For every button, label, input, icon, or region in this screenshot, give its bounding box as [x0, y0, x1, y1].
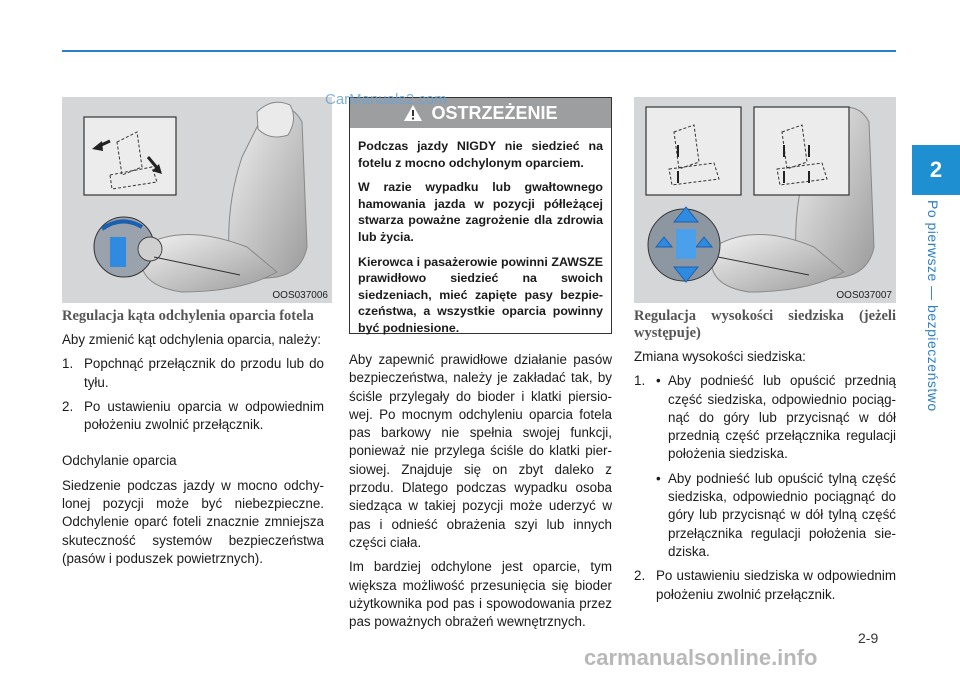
warning-paragraph: W razie wypadku lub gwałtownego hamowania jazda w pozycji półleżącej stwarza poważne zagrożenie dla zdrowia lub życia.	[358, 180, 603, 244]
middle-column	[349, 351, 612, 637]
recline-subheading: Odchylanie oparcia	[62, 453, 177, 469]
warning-title: OSTRZEŻENIE	[431, 102, 558, 123]
recline-paragraph: Siedzenie podczas jazdy w mocno odchylonej pozycji może być niebezpieczne. Odchylenie oparć foteli znacznie zmniejsza skuteczność systemów bezpieczeństwa (pasów i poduszek powietrznych).	[62, 477, 324, 566]
page-number: 2-9	[858, 630, 879, 646]
watermark-bottom: carmanualsonline.info	[584, 645, 818, 670]
warning-body	[350, 128, 611, 337]
height-step-1: 1. • Aby podnieść lub opuścić przednią część siedziska, odpowiednio pociągnąć do góry lub przycisnąć w dół przednią część przełącznika regulacji położenia siedziska. • Aby podnieść lub opuścić tylną część siedziska, odpowiednio pociągnąć do góry lub przycisnąć w dół tylną część przełącznika regulacji położenia siedziska.	[634, 372, 896, 561]
warning-paragraph: Podczas jazdy NIGDY nie siedzieć na fotelu z mocno odchylonym oparciem.	[358, 139, 603, 170]
list-item: 1. Popchnąć przełącznik do przodu lub do tyłu.	[62, 356, 324, 390]
middle-paragraph: Im bardziej odchylone jest oparcie, tym większa możliwość przesunięcia się bioder użytkownika pod pas i spowodowania przez pas poważnych obrażeń wewnętrznych.	[349, 559, 612, 630]
left-column	[62, 308, 324, 574]
recline-intro: Aby zmienić kąt odchylenia oparcia, należy:	[62, 332, 322, 347]
right-column	[634, 308, 896, 610]
recline-heading: Regulacja kąta odchylenia oparcia fotela	[62, 308, 314, 324]
list-item: 2. Po ustawieniu oparcia w odpowiednim położeniu zwolnić przełącznik.	[62, 398, 324, 433]
figure-code: OOS037006	[272, 290, 328, 301]
height-step-2	[634, 567, 896, 604]
figure-code: OOS037007	[836, 290, 892, 301]
height-intro: Zmiana wysokości siedziska:	[634, 349, 806, 364]
list-item: • Aby podnieść lub opuścić tylną część siedziska, odpowiednio pociągnąć do góry lub przycisnąć w dół tylną część przełącznika regulacji położenia siedziska.	[656, 470, 896, 559]
list-item: • Aby podnieść lub opuścić przednią część siedziska, odpowiednio pociągnąć do góry lub przycisnąć w dół przednią część przełącznika regulacji położenia siedziska.	[656, 373, 896, 462]
list-item: 2. Po ustawieniu siedziska w odpowiednim położeniu zwolnić przełącznik.	[634, 568, 896, 602]
chapter-title: Po pierwsze — bezpieczeństwo	[925, 200, 941, 412]
watermark-top: CarManuals2.com	[325, 91, 447, 108]
seat-height-figure	[634, 97, 896, 303]
warning-paragraph: Kierowca i pasażerowie powinni ZAWSZE prawidłowo siedzieć na swoich siedzeniach, mieć zapięte pasy bezpieczeństwa, a wszystkie oparcia powinny być podniesione.	[358, 254, 603, 335]
height-bullets	[634, 372, 896, 561]
warning-box	[349, 97, 612, 334]
seat-recline-illustration	[62, 97, 332, 303]
header-rule	[62, 50, 896, 52]
seat-height-illustration	[634, 97, 896, 303]
recline-steps	[62, 355, 324, 434]
seat-recline-figure	[62, 97, 332, 303]
chapter-number-tab: 2	[912, 145, 960, 195]
height-heading: Regulacja wysokości siedziska (jeżeli występuje)	[634, 308, 896, 341]
middle-paragraph: Aby zapewnić prawidłowe działanie pasów bezpieczeństwa, należy je zakładać tak, by ściśle przylegały do bioder i klatki piersiowej. Po mocnym odchyleniu oparcia fotela pas barkowy nie spełnia swojej funkcji, ponieważ nie przylega ściśle do klatki piersiowej. Znajduje się on zbyt daleko z przodu. Dlatego podczas wypadku osoba siedząca w takiej pozycji może uderzyć w pas i odnieść obrażenia szyi lub innych części ciała.	[349, 352, 612, 550]
